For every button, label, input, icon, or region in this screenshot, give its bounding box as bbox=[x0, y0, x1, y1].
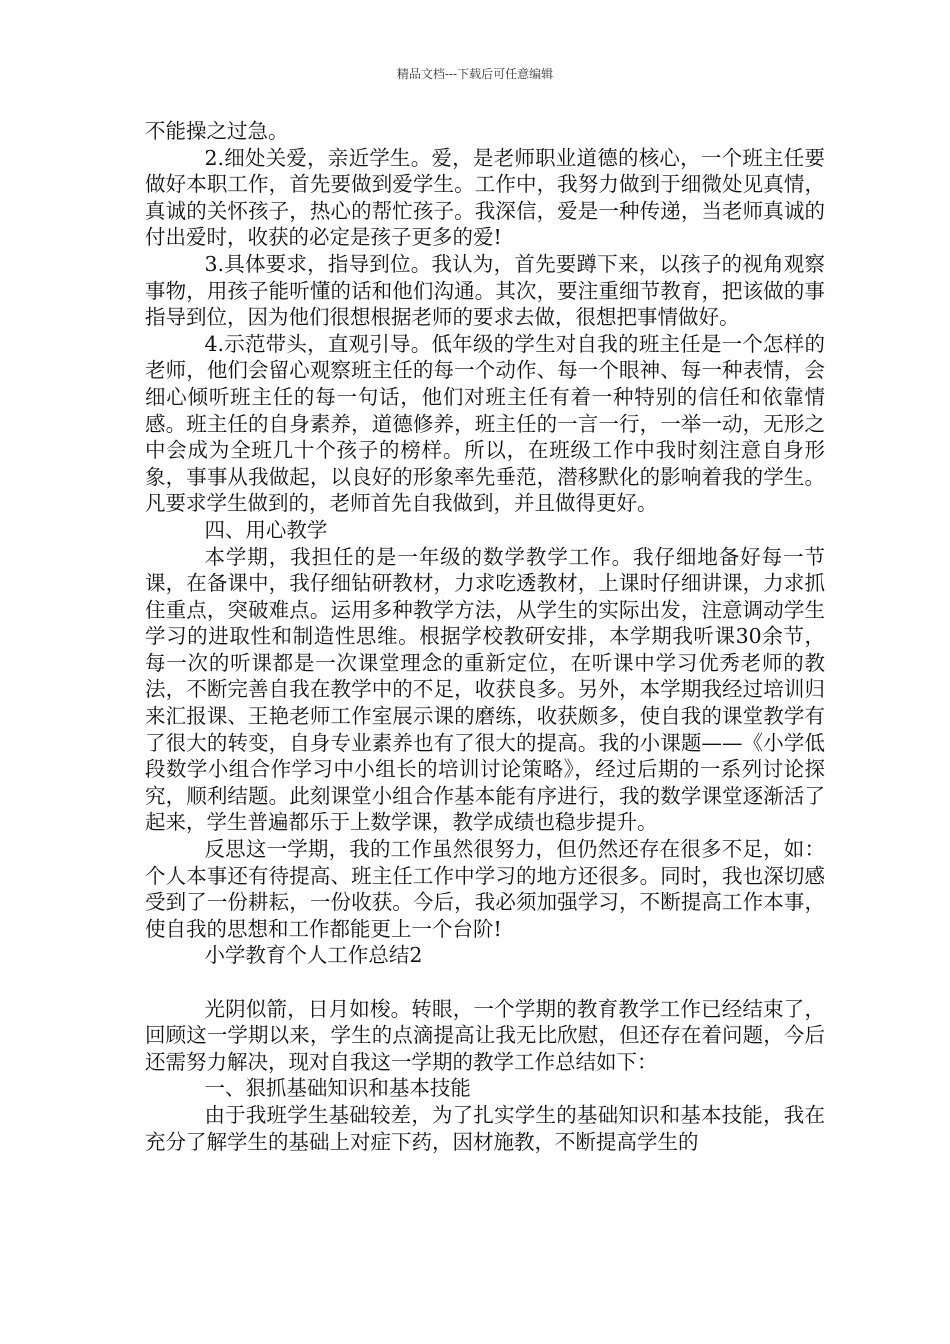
section-heading-teaching: 四、用心教学 bbox=[204, 517, 328, 542]
paragraph-teaching: 本学期，我担任的是一年级的数学教学工作。我仔细地备好每一节课，在备课中，我仔细钻研教材，力求吃透教材，上课时仔细讲课，力求抓住重点，突破难点。运用多种教学方法，从学生的实际出发，注意调动学生学习的进取性和制造性思维。根据学校教研安排，本学期我听课30余节，每一次的听课都是一次课堂理念的重新定位，在听课中学习优秀老师的教法，不断完善自我在教学中的不足，收获良多。另外，本学期我经过培训归来汇报课、王艳老师工作室展示课的磨练，收获颇多，使自我的课堂教学有了很大的转变，自身专业素养也有了很大的提高。我的小课题——《小学低段数学小组合作学习中小组长的培训讨论策略》，经过后期的一系列讨论探究，顺利结题。此刻课堂小组合作基本能有序进行，我的数学课堂逐渐活了起来，学生普遍都乐于上数学课，教学成绩也稳步提升。 bbox=[145, 544, 825, 835]
document-body bbox=[145, 118, 825, 1155]
paragraph-requirements: 3.具体要求，指导到位。我认为，首先要蹲下来，以孩子的视角观察事物，用孩子能听懂的话和他们沟通。其次，要注重细节教育，把该做的事指导到位，因为他们很想根据老师的要求去做，很想把事情做好。 bbox=[145, 251, 825, 330]
paragraph-basics: 由于我班学生基础较差，为了扎实学生的基础知识和基本技能，我在充分了解学生的基础上对症下药，因材施教，不断提高学生的 bbox=[145, 1102, 825, 1154]
paragraph-intro-2: 光阴似箭，日月如梭。转眼，一个学期的教育教学工作已经结束了，回顾这一学期以来，学生的点滴提高让我无比欣慰，但还存在着问题，今后还需努力解决，现对自我这一学期的教学工作总结如下： bbox=[145, 996, 825, 1074]
section-heading-basics: 一、狠抓基础知识和基本技能 bbox=[204, 1076, 471, 1101]
paragraph-continuation: 不能操之过急。 bbox=[145, 119, 289, 143]
blank-line bbox=[145, 969, 825, 996]
paragraph-care: 2.细处关爱，亲近学生。爱，是老师职业道德的核心，一个班主任要做好本职工作，首先要做到爱学生。工作中，我努力做到于细微处见真情，真诚的关怀孩子，热心的帮忙孩子。我深信，爱是一种传递，当老师真诚的付出爱时，收获的必定是孩子更多的爱! bbox=[145, 145, 825, 250]
page-header: 精品文档---下载后可任意编辑 bbox=[396, 67, 554, 81]
paragraph-example: 4.示范带头，直观引导。低年级的学生对自我的班主任是一个怎样的老师，他们会留心观察班主任的每一个动作、每一个眼神、每一种表情，会细心倾听班主任的每一句话，他们对班主任有着一种特别的信任和依靠情感。班主任的自身素养，道德修养，班主任的一言一行，一举一动，无形之中会成为全班几十个孩子的榜样。所以，在班级工作中我时刻注意自身形象，事事从我做起，以良好的形象率先垂范，潜移默化的影响着我的学生。凡要求学生做到的，老师首先自我做到，并且做得更好。 bbox=[145, 331, 825, 516]
paragraph-reflection: 反思这一学期，我的工作虽然很努力，但仍然还存在很多不足，如：个人本事还有待提高、班主任工作中学习的地方还很多。同时，我也深切感受到了一份耕耘，一份收获。今后，我必须加强学习，不断提高工作本事，使自我的思想和工作都能更上一个台阶! bbox=[145, 837, 825, 941]
document-title-2: 小学教育个人工作总结2 bbox=[204, 943, 423, 968]
